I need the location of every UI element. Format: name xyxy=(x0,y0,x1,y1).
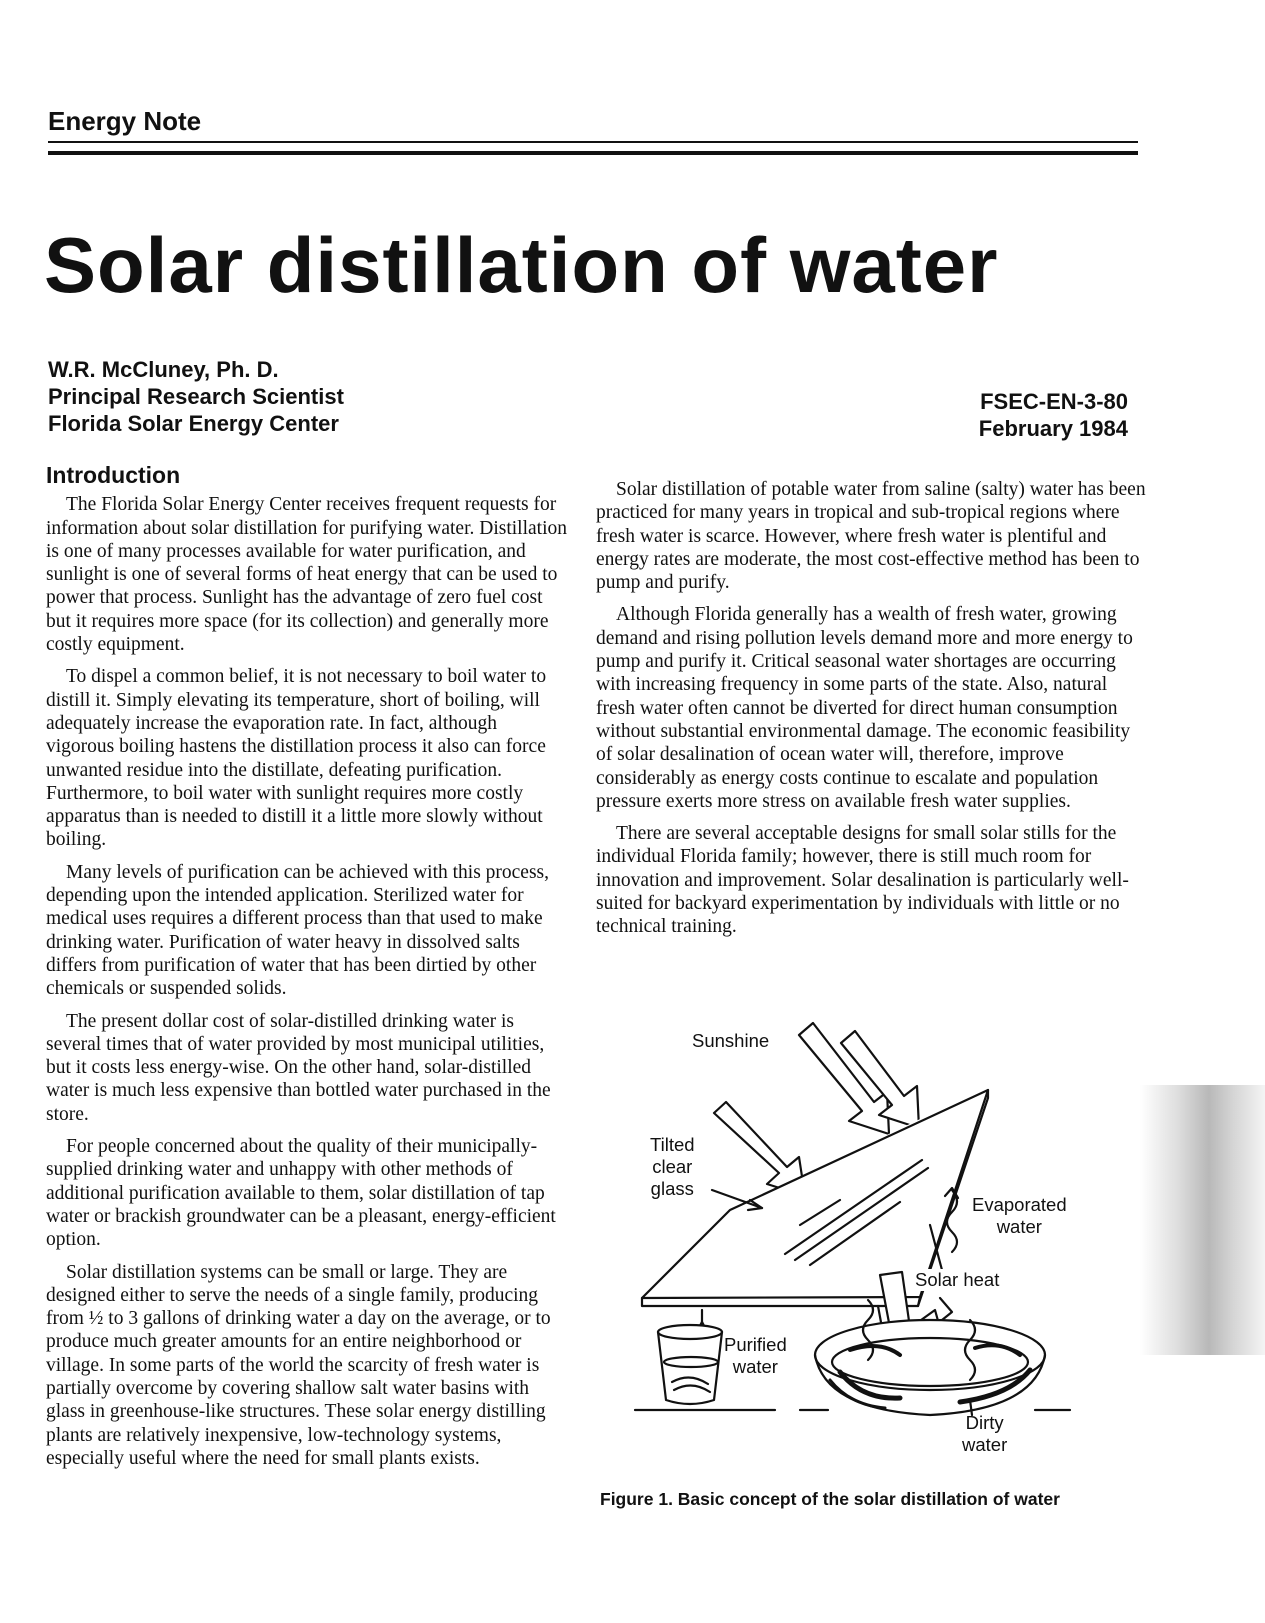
paragraph: To dispel a common belief, it is not necessary to boil water to distill it. Simply elevating its temperature, short of boiling, will adequately increase the evaporation rate. In fact, although vigorous boiling hastens the distillation process it also can force unwanted residue into the distillate, defeating purification. Furthermore, to boil water with sunlight requires more costly apparatus than is needed to distill it a little more slowly without boiling. xyxy=(46,666,547,851)
header-rule-thick xyxy=(48,151,1138,155)
paragraph: There are several acceptable designs for small solar stills for the individual Florida family; however, there is still much room for innovation and improvement. Solar desalination is particularly well-suited for backyard experimentation by individuals with little or no technical training. xyxy=(596,823,1129,938)
author-organization: Florida Solar Energy Center xyxy=(48,411,339,436)
document-info xyxy=(979,388,1128,442)
label-line: clear xyxy=(652,1156,693,1177)
label-line: Dirty xyxy=(965,1412,1004,1433)
author-position: Principal Research Scientist xyxy=(48,384,344,409)
paragraph: Solar distillation systems can be small or large. They are designed either to serve the needs of a single family, producing from ½ to 3 gallons of drinking water a day on the average, or to produce much greater amounts for an entire neighborhood or village. In some parts of the world the scarcity of fresh water is partially overcome by covering shallow salt water basins with glass in greenhouse-like structures. These solar energy distilling plants are relatively inexpensive, low-technology systems, especially useful where the need for small plants exists. xyxy=(46,1261,551,1469)
series-label: Energy Note xyxy=(48,106,202,136)
solar-still-figure xyxy=(600,1010,1140,1480)
scan-margin-shadow xyxy=(1140,1085,1265,1355)
label-line: water xyxy=(732,1356,778,1377)
label-line: water xyxy=(962,1434,1008,1455)
label-sunshine: Sunshine xyxy=(692,1030,770,1051)
label-tilted-glass xyxy=(650,1134,695,1200)
paragraph: For people concerned about the quality of their municipally-supplied drinking water and unhappy with other methods of additional purification available to them, solar distillation of tap water or brackish groundwater can be a pleasant, energy-efficient option. xyxy=(46,1136,556,1251)
label-line: glass xyxy=(650,1178,694,1199)
label-line: Tilted xyxy=(650,1134,695,1155)
label-line: Purified xyxy=(724,1334,787,1355)
document-number: FSEC-EN-3-80 xyxy=(980,389,1128,414)
label-purified-water xyxy=(724,1334,787,1378)
paragraph: The present dollar cost of solar-distilled drinking water is several times that of water provided by most municipal utilities, but it costs less energy-wise. On the other hand, solar-distilled water is much less expensive than bottled water purchased in the store. xyxy=(46,1010,551,1125)
label-solar-heat: Solar heat xyxy=(915,1269,1000,1290)
header-rule-thin xyxy=(48,141,1138,143)
author-block xyxy=(48,356,344,437)
dirty-water-basin-icon xyxy=(815,1320,1045,1415)
document-date: February 1984 xyxy=(978,416,1128,441)
label-line: water xyxy=(996,1216,1042,1237)
paragraph: Many levels of purification can be achieved with this process, depending upon the intended application. Sterilized water for medical uses requires a different process than that used to make drinking water. Purification of water heavy in dissolved salts differs from purification of water that has been dirtied by other chemicals or suspended solids. xyxy=(46,861,550,1000)
label-line: Evaporated xyxy=(972,1194,1067,1215)
left-column xyxy=(46,462,570,1479)
label-evaporated-water xyxy=(972,1194,1067,1238)
page-title: Solar distillation of water xyxy=(44,221,999,309)
label-dirty-water xyxy=(962,1412,1007,1456)
paragraph: Solar distillation of potable water from saline (salty) water has been practiced for many years in tropical and sub-tropical regions where fresh water is scarce. However, where fresh water is plentiful and energy rates are moderate, the most cost-effective method has been to pump and purify. xyxy=(596,479,1146,594)
paragraph: Although Florida generally has a wealth of fresh water, growing demand and rising pollution levels demand more and more energy to pump and purify it. Critical seasonal water shortages are occurring with increasing frequency in some parts of the state. Also, natural fresh water often cannot be diverted for direct human consumption without substantial environmental damage. The economic feasibility of solar desalination of ocean water will, therefore, improve considerably as energy costs continue to escalate and population pressure exerts more stress on available fresh water supplies. xyxy=(596,604,1133,812)
purified-water-glass-icon xyxy=(658,1325,722,1404)
figure-caption: Figure 1. Basic concept of the solar distillation of water xyxy=(600,1489,1060,1509)
solar-still-diagram xyxy=(600,1010,1140,1480)
paragraph: The Florida Solar Energy Center receives frequent requests for information about solar distillation for purifying water. Distillation is one of many processes available for water purification, and sunlight is one of several forms of heat energy that can be used to power that process. Sunlight has the advantage of zero fuel cost but it requires more space (for its collection) and generally more costly equipment. xyxy=(46,494,567,656)
section-heading-introduction: Introduction xyxy=(46,462,181,488)
author-name: W.R. McCluney, Ph. D. xyxy=(48,357,279,382)
right-column xyxy=(596,478,1146,948)
